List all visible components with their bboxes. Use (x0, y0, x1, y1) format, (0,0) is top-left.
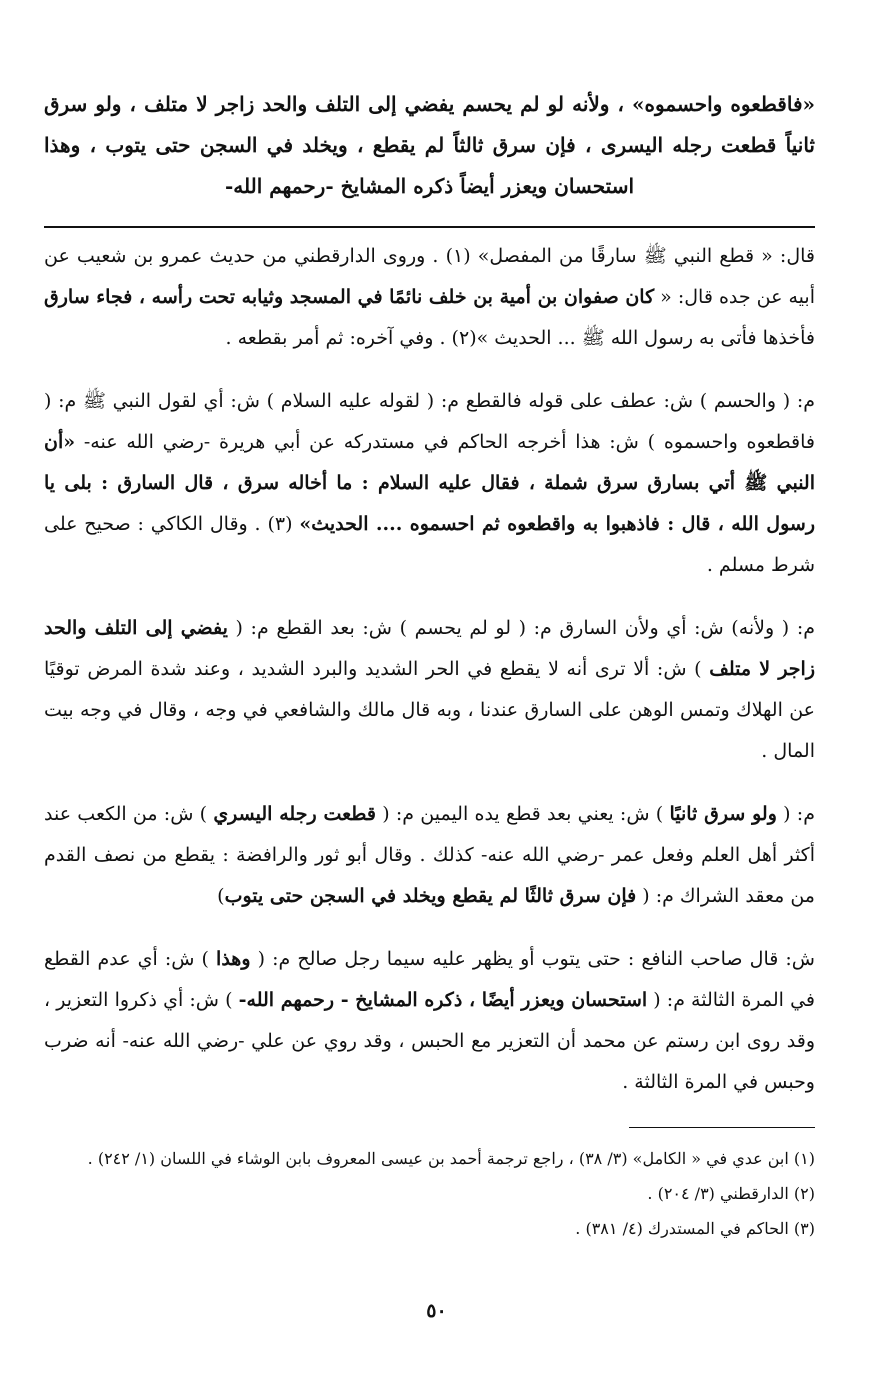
commentary-text: م: ( ولأنه) ش: أي ولأن السارق م: ( لو لم يحسم ) ش: بعد القطع م: ( (227, 617, 815, 639)
commentary-text: م: ( والحسم ) ش: عطف على قوله فالقطع م: ( لقوله عليه السلام ) ش: أي لقول النبي ﷺ م: ( فاقطعوه واحسموه ) ش: هذا أخرجه الحاكم في مستدركه عن أبي هريرة -رضي الله عنه- (44, 390, 815, 453)
commentary-text: ) ش: ألا ترى أنه لا يقطع في الحر الشديد والبرد الشديد ، وعند شدة المرض توقيًا عن الهلاك وتمس الوهن على السارق عندنا ، وبه قال مالك والشافعي في وجه ، وقال في وجه بيت المال . (44, 658, 815, 762)
commentary-paragraph (44, 939, 815, 1103)
quoted-matn-text: ولو سرق ثانيًا (669, 803, 777, 825)
commentary-paragraph (44, 608, 815, 772)
footnote-item: (٣) الحاكم في المستدرك (٤/ ٣٨١) . (575, 1219, 815, 1238)
footnote-item: (٢) الدارقطني (٣/ ٢٠٤) . (647, 1184, 815, 1203)
footnote-item: (١) ابن عدي في « الكامل» (٣/ ٣٨) ، راجع ترجمة أحمد بن عيسى المعروف بابن الوشاء في اللسان (١/ ٢٤٢) . (87, 1149, 815, 1168)
commentary-paragraph (44, 794, 815, 917)
commentary-paragraph (44, 236, 815, 359)
commentary-text: ) ش: من الكعب عند أكثر أهل العلم وفعل عمر -رضي الله عنه- كذلك . وقال أبو ثور والرافضة : يقطع من نصف القدم من معقد الشراك م: ( (44, 803, 815, 907)
page-number: ٥٠ (426, 1300, 447, 1322)
quoted-matn-text: «أن النبي ﷺ أتي بسارق سرق شملة ، فقال عليه السلام : ما أخاله سرق ، قال السارق : بلى يا رسول الله ، قال : فاذهبوا به واقطعوه ثم احسموه .... الحديث» (44, 431, 815, 535)
commentary-text: قال: « قطع النبي ﷺ سارقًا من المفصل» (١) . وروى الدارقطني من حديث عمرو بن شعيب عن أبيه عن جده قال: « (44, 245, 815, 308)
quoted-matn-text: يفضي إلى التلف والحد زاجر لا متلف (44, 617, 815, 680)
footnote-separator (629, 1127, 815, 1128)
commentary-text: فأخذها فأتى به رسول الله ﷺ ... الحديث »(٢) . وفي آخره: ثم أمر بقطعه . (225, 327, 815, 349)
quoted-matn-text: كان صفوان بن أمية بن خلف نائمًا في المسجد وثيابه تحت رأسه ، فجاء سارق (44, 286, 655, 308)
commentary-text: ) ش: أي عدم القطع في المرة الثالثة م: ( (44, 948, 815, 1011)
commentary-paragraph (44, 381, 815, 586)
commentary-text: (٣) . وقال الكاكي : صحيح على شرط مسلم . (44, 513, 815, 576)
matn-text-block: «فاقطعوه واحسموه» ، ولأنه لو لم يحسم يفضي إلى التلف والحد زاجر لا متلف ، ولو سرق ثانياً قطعت رجله اليسرى ، فإن سرق ثالثاً لم يقطع ، ويخلد في السجن حتى يتوب ، وهذا استحسان ويعزر أيضاً ذكره المشايخ -رحمهم الله- (44, 92, 815, 198)
quoted-matn-text: فإن سرق ثالثًا لم يقطع ويخلد في السجن حتى يتوب (224, 885, 637, 907)
commentary-text: ) ش: أي ذكروا التعزير ، وقد روى ابن رستم عن محمد أن التعزير مع الحبس ، وقد روي عن علي -رضي الله عنه- أنه ضرب وحبس في المرة الثالثة . (44, 989, 815, 1093)
section-divider (44, 226, 815, 228)
quoted-matn-text: وهذا (216, 948, 251, 970)
commentary-text: م: ( (776, 803, 815, 825)
quoted-matn-text: قطعت رجله اليسري (213, 803, 376, 825)
footnotes-section (44, 1142, 815, 1247)
commentary-text: ) ش: يعني بعد قطع يده اليمين م: ( (375, 803, 670, 825)
commentary-text: ) (217, 885, 225, 907)
commentary-text: ش: قال صاحب النافع : حتى يتوب أو يظهر عليه سيما رجل صالح م: ( (250, 948, 815, 970)
commentary-body (44, 236, 815, 1125)
quoted-matn-text: استحسان ويعزر أيضًا ، ذكره المشايخ - رحمهم الله- (238, 989, 648, 1011)
